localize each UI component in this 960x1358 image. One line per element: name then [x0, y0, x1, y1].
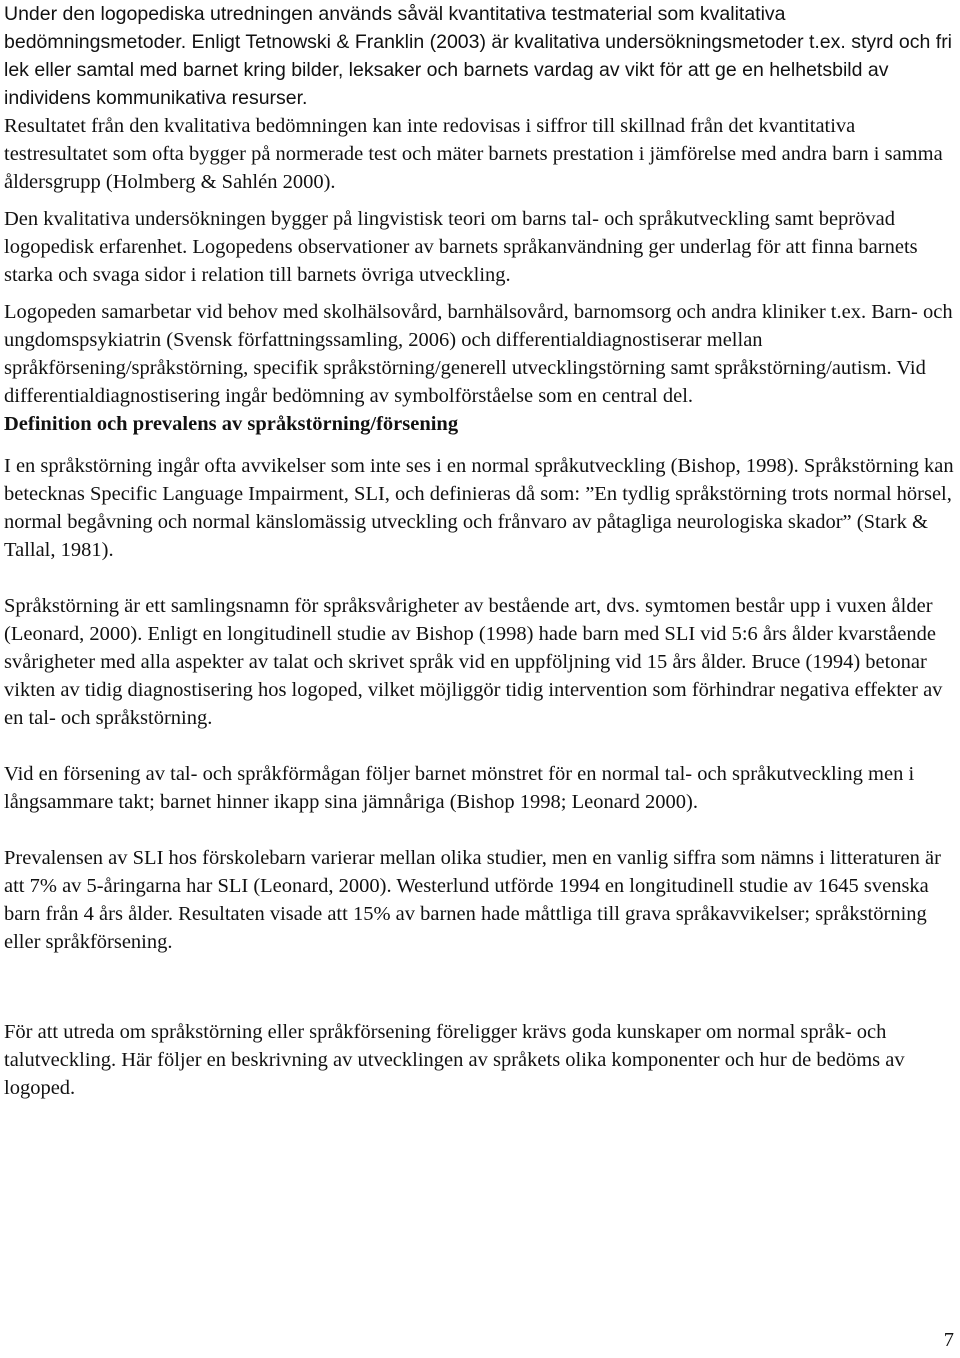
- paragraph-persistent-difficulties: Språkstörning är ett samlingsnamn för språksvårigheter av bestående art, dvs. symtomen består upp i vuxen ålder (Leonard, 2000). Enligt en longitudinell studie av Bishop (1998) hade barn med SLI vid 5:6 års ålder kvarstående svårigheter med alla aspekter av talat och skrivet språk vid en uppföljning vid 15 års ålder. Bruce (1994) betonar vikten av tidig diagnostisering hos logoped, vilket möjliggör tidig intervention som förhindrar negativa effekter av en tal- och språkstörning.: [4, 595, 943, 729]
- document-page: [4, 0, 958, 1102]
- paragraph-sli-definition: I en språkstörning ingår ofta avvikelser som inte ses i en normal språkutveckling (Bishop, 1998). Språkstörning kan betecknas Specific Language Impairment, SLI, och definieras då som: ”En tydlig språkstörning trots normal hörsel, normal begåvning och normal känslomässig utveckling och frånvaro av påtagliga neurologiska skador” (Stark & Tallal, 1981).: [4, 455, 954, 561]
- paragraph-prevalence: Prevalensen av SLI hos förskolebarn varierar mellan olika studier, men en vanlig siffra som nämns i litteraturen är att 7% av 5-åringarna har SLI (Leonard, 2000). Westerlund utförde 1994 en longitudinell studie av 1645 svenska barn från 4 års ålder. Resultaten visade att 15% av barnen hade måttliga till grava språkavvikelser; språkstörning eller språkförsening.: [4, 847, 941, 953]
- paragraph-assessment-methods: Under den logopediska utredningen används såväl kvantitativa testmaterial som kvalitativa bedömningsmetoder. Enligt Tetnowski & Franklin (2003) är kvalitativa undersökningsmetoder t.ex. styrd och fri lek eller samtal med barnet kring bilder, leksaker och barnets vardag av vikt för att ge en helhetsbild av individens kommunikativa resurser.: [4, 3, 953, 109]
- paragraph-qualitative-basis: Den kvalitativa undersökningen bygger på lingvistisk teori om barns tal- och språkutveckling samt beprövad logopedisk erfarenhet. Logopedens observationer av barnets språkanvändning ger underlag för att finna barnets starka och svaga sidor i relation till barnets övriga utveckling.: [4, 208, 918, 286]
- section-heading: Definition och prevalens av språkstörning/försening: [4, 413, 459, 435]
- paragraph-language-delay: Vid en försening av tal- och språkförmågan följer barnet mönstret för en normal tal- och språkutveckling men i långsammare takt; barnet hinner ikapp sina jämnåriga (Bishop 1998; Leonard 2000).: [4, 763, 915, 813]
- paragraph-introduction-next: För att utreda om språkstörning eller språkförsening föreligger krävs goda kunskaper om normal språk- och talutveckling. Här följer en beskrivning av utvecklingen av språkets olika komponenter och hur de bedöms av logoped.: [4, 1021, 905, 1099]
- page-number: 7: [943, 1329, 954, 1351]
- paragraph-collaboration: Logopeden samarbetar vid behov med skolhälsovård, barnhälsovård, barnomsorg och andra kliniker t.ex. Barn- och ungdomspsykiatrin (Svensk författningssamling, 2006) och differentialdiagnostiserar mellan språkförsening/språkstörning, specifik språkstörning/generell utvecklingstörning samt språkstörning/autism. Vid differentialdiagnostisering ingår bedömning av symbolförståelse som en central del.: [4, 301, 953, 407]
- paragraph-qualitative-results: Resultatet från den kvalitativa bedömningen kan inte redovisas i siffror till skillnad från det kvantitativa testresultatet som ofta bygger på normerade test och mäter barnets prestation i jämförelse med andra barn i samma åldersgrupp (Holmberg & Sahlén 2000).: [4, 115, 943, 193]
